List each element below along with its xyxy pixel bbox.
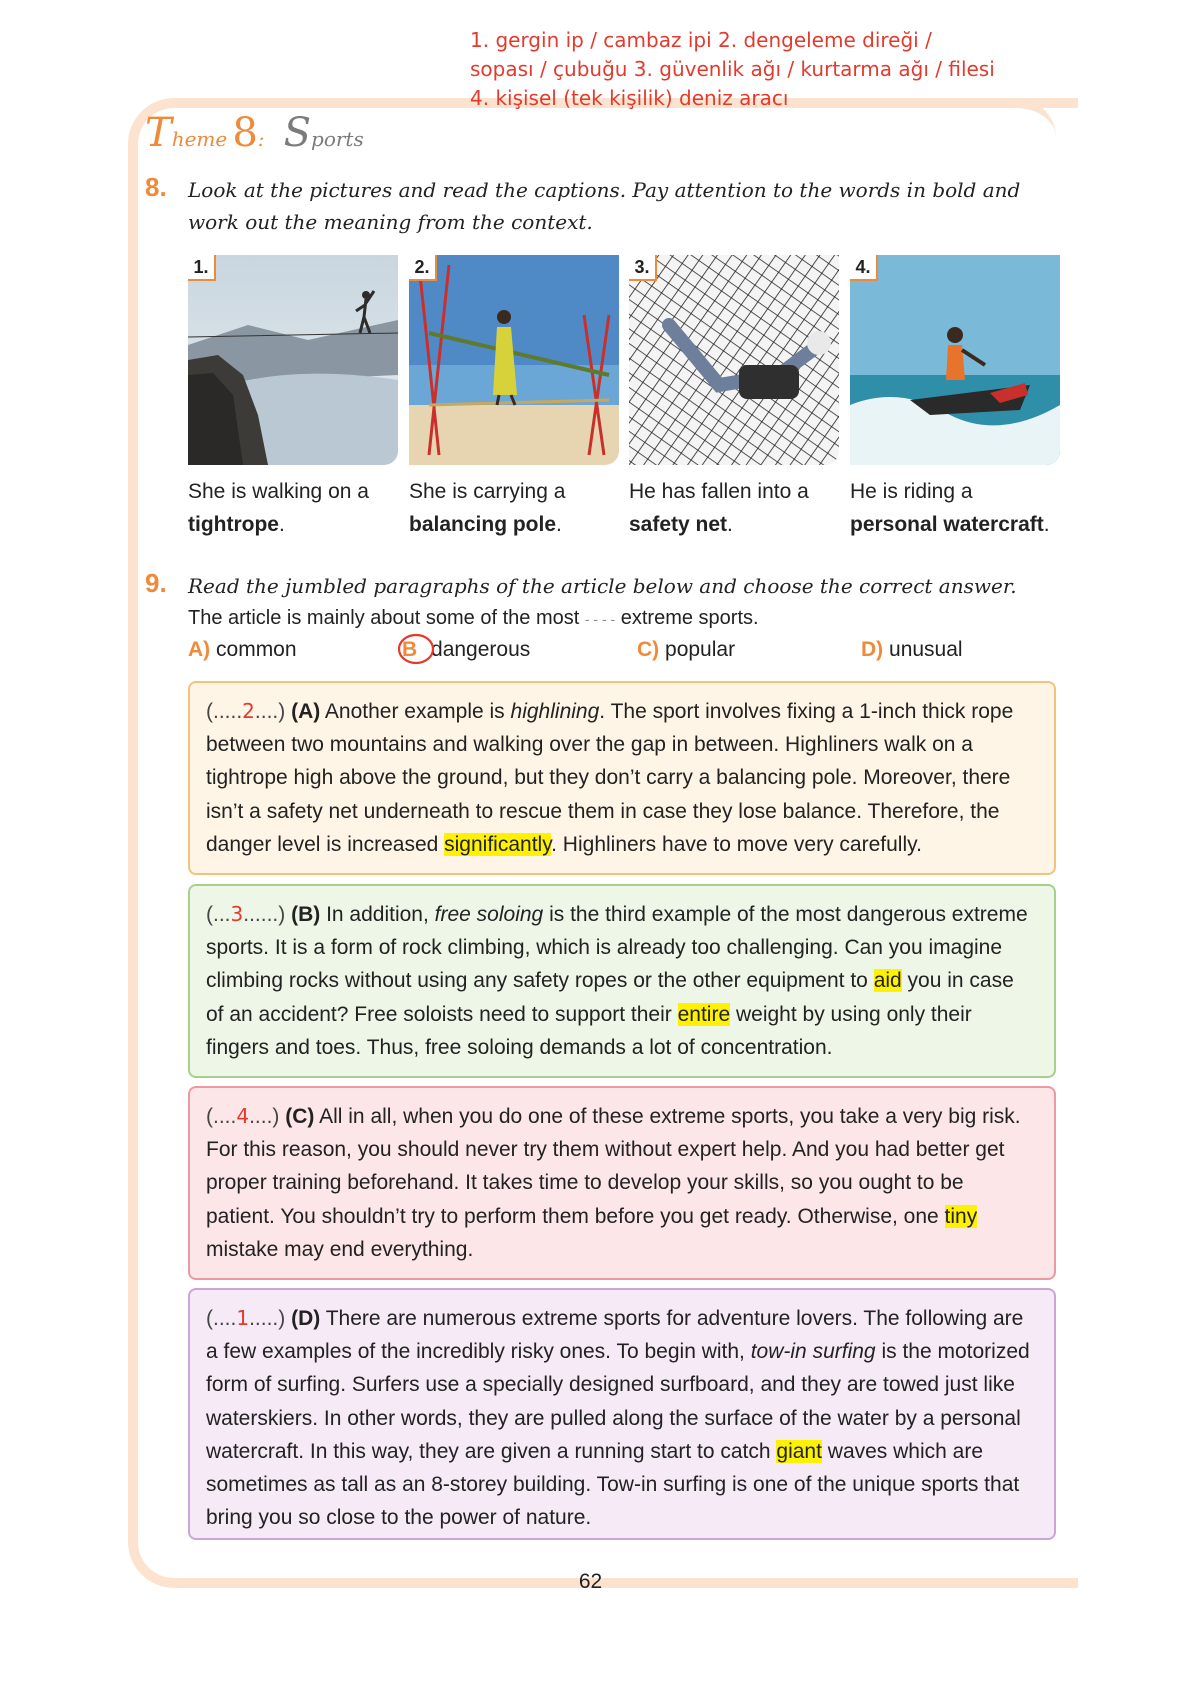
highlighted-word: entire [677, 1002, 731, 1026]
option-text: dangerous [431, 638, 531, 661]
paragraph-label: (A) [291, 700, 321, 723]
paragraph-label: (D) [291, 1307, 321, 1330]
italic-term: highlining [510, 700, 600, 723]
picture-number: 4. [850, 255, 878, 281]
caption-text: She is walking on a [188, 480, 369, 503]
picture-tightrope [188, 255, 398, 465]
balancing-pole-illustration [409, 255, 619, 465]
option-letter: C) [637, 638, 660, 661]
picture-number: 2. [409, 255, 437, 281]
italic-term: tow-in surfing [750, 1340, 876, 1364]
order-blank: (...3......) [206, 902, 286, 926]
paragraph-c: (....4....) (C) All in all, when you do one of these extreme sports, you take a very big risk. For this reason, you should never try them without expert help. And you had better get proper training beforehand. It takes time to develop your skills, so you ought to be patient. You shouldn’t try to perform them before you get ready. Otherwise, one tiny mistake may end everything. [188, 1086, 1056, 1280]
caption-keyword: tightrope [188, 513, 279, 536]
picture-number: 1. [188, 255, 216, 281]
caption-text: He is riding a [850, 480, 973, 503]
highlighted-word: aid [873, 969, 902, 993]
order-answer: 4 [236, 1104, 250, 1128]
option-a[interactable] [188, 638, 297, 662]
question-8-number: 8. [145, 172, 167, 202]
order-answer: 2 [242, 699, 255, 723]
option-letter: D) [861, 638, 884, 661]
question-9-number: 9. [145, 568, 167, 598]
highlighted-word: significantly [444, 832, 552, 856]
option-d[interactable] [861, 638, 963, 662]
caption-period: . [556, 513, 562, 536]
picture-number: 3. [629, 255, 657, 281]
paragraph-label: (B) [291, 903, 321, 926]
theme-letter-t: T [145, 110, 172, 156]
highlighted-word: tiny [944, 1204, 978, 1228]
order-blank: (....4....) [206, 1104, 280, 1128]
answer-circle-mark [396, 631, 436, 667]
caption-period: . [1043, 513, 1050, 536]
question-8-instruction-line-2: work out the meaning from the context. [188, 210, 593, 234]
caption-2 [409, 475, 629, 541]
sports-letter-s: S [283, 110, 312, 156]
caption-keyword: personal watercraft [850, 513, 1044, 536]
caption-text: She is carrying a [409, 480, 566, 503]
option-c[interactable] [637, 638, 735, 662]
handwritten-note-line-2: sopası / çubuğu 3. güvenlik ağı / kurtarma ağı / filesi [470, 57, 995, 81]
order-answer: 1 [236, 1306, 250, 1330]
theme-colon: : [257, 127, 265, 151]
order-blank: (....1.....) [206, 1306, 286, 1330]
option-text: unusual [889, 638, 963, 661]
caption-3 [629, 475, 849, 541]
caption-text: He has fallen into a [629, 480, 809, 503]
option-text: common [216, 638, 297, 661]
paragraph-label: (C) [285, 1105, 315, 1128]
handwritten-note-line-1: 1. gergin ip / cambaz ipi 2. dengeleme direği / [470, 28, 932, 52]
option-b[interactable] [402, 638, 530, 662]
picture-balancing-pole [409, 255, 619, 465]
safety-net-illustration [629, 255, 839, 465]
paragraph-a: (.....2....) (A) Another example is highlining. The sport involves fixing a 1-inch thick rope between two mountains and walking over the gap in between. Highliners walk on a tightrope high above the ground, but they don’t carry a balancing pole. Moreover, there isn’t a safety net underneath to rescue them in case they lose balance. Therefore, the danger level is increased significantly. Highliners have to move very carefully. [188, 681, 1056, 875]
paragraph-d: (....1.....) (D) There are numerous extreme sports for adventure lovers. The following are a few examples of the incredibly risky ones. To begin with, tow-in surfing is the motorized form of surfing. Surfers use a specially designed surfboard, and they are towed just like waterskiers. In other words, they are pulled along the surface of the water by a personal watercraft. In this way, they are given a running start to catch giant waves which are sometimes as tall as an 8-storey building. Tow-in surfing is one of the unique sports that bring you so close to the power of nature. [188, 1288, 1056, 1540]
picture-personal-watercraft [850, 255, 1060, 465]
page-number: 62 [578, 1570, 603, 1593]
theme-number: 8 [232, 110, 258, 156]
picture-safety-net [629, 255, 839, 465]
question-9-stem [188, 607, 759, 630]
handwritten-note-line-3: 4. kişisel (tek kişilik) deniz aracı [470, 86, 789, 110]
question-8-instruction-line-1: Look at the pictures and read the captions. Pay attention to the words in bold and [188, 178, 1021, 202]
highlighted-word: giant [776, 1439, 822, 1463]
caption-period: . [278, 513, 285, 536]
caption-keyword: balancing pole [409, 513, 557, 536]
watercraft-illustration [850, 255, 1060, 465]
option-letter: A) [188, 638, 211, 661]
caption-4 [850, 475, 1080, 541]
question-9-instruction: Read the jumbled paragraphs of the article below and choose the correct answer. [188, 574, 1017, 598]
theme-word-rest: heme [171, 127, 228, 151]
caption-1 [188, 475, 408, 541]
caption-keyword: safety net [629, 513, 728, 536]
tightrope-illustration [188, 255, 398, 465]
theme-heading [145, 110, 364, 156]
order-answer: 3 [230, 902, 244, 926]
stem-start: The article is mainly about some of the most [188, 607, 580, 629]
option-text: popular [665, 638, 736, 661]
paragraph-b: (...3......) (B) In addition, free soloing is the third example of the most dangerous extreme sports. It is a form of rock climbing, which is already too challenging. Can you imagine climbing rocks without using any safety ropes or the other equipment to aid you in case of an accident? Free soloists need to support their entire weight by using only their fingers and toes. Thus, free soloing demands a lot of concentration. [188, 884, 1056, 1078]
option-letter: B [402, 638, 418, 661]
sports-word-rest: ports [311, 127, 364, 151]
option-b-circled-letter [402, 638, 417, 662]
order-blank: (.....2....) [206, 699, 286, 723]
italic-term: free soloing [434, 903, 544, 926]
stem-blank: - - - - [584, 611, 616, 627]
stem-end: extreme sports. [620, 607, 759, 629]
caption-period: . [727, 513, 733, 536]
